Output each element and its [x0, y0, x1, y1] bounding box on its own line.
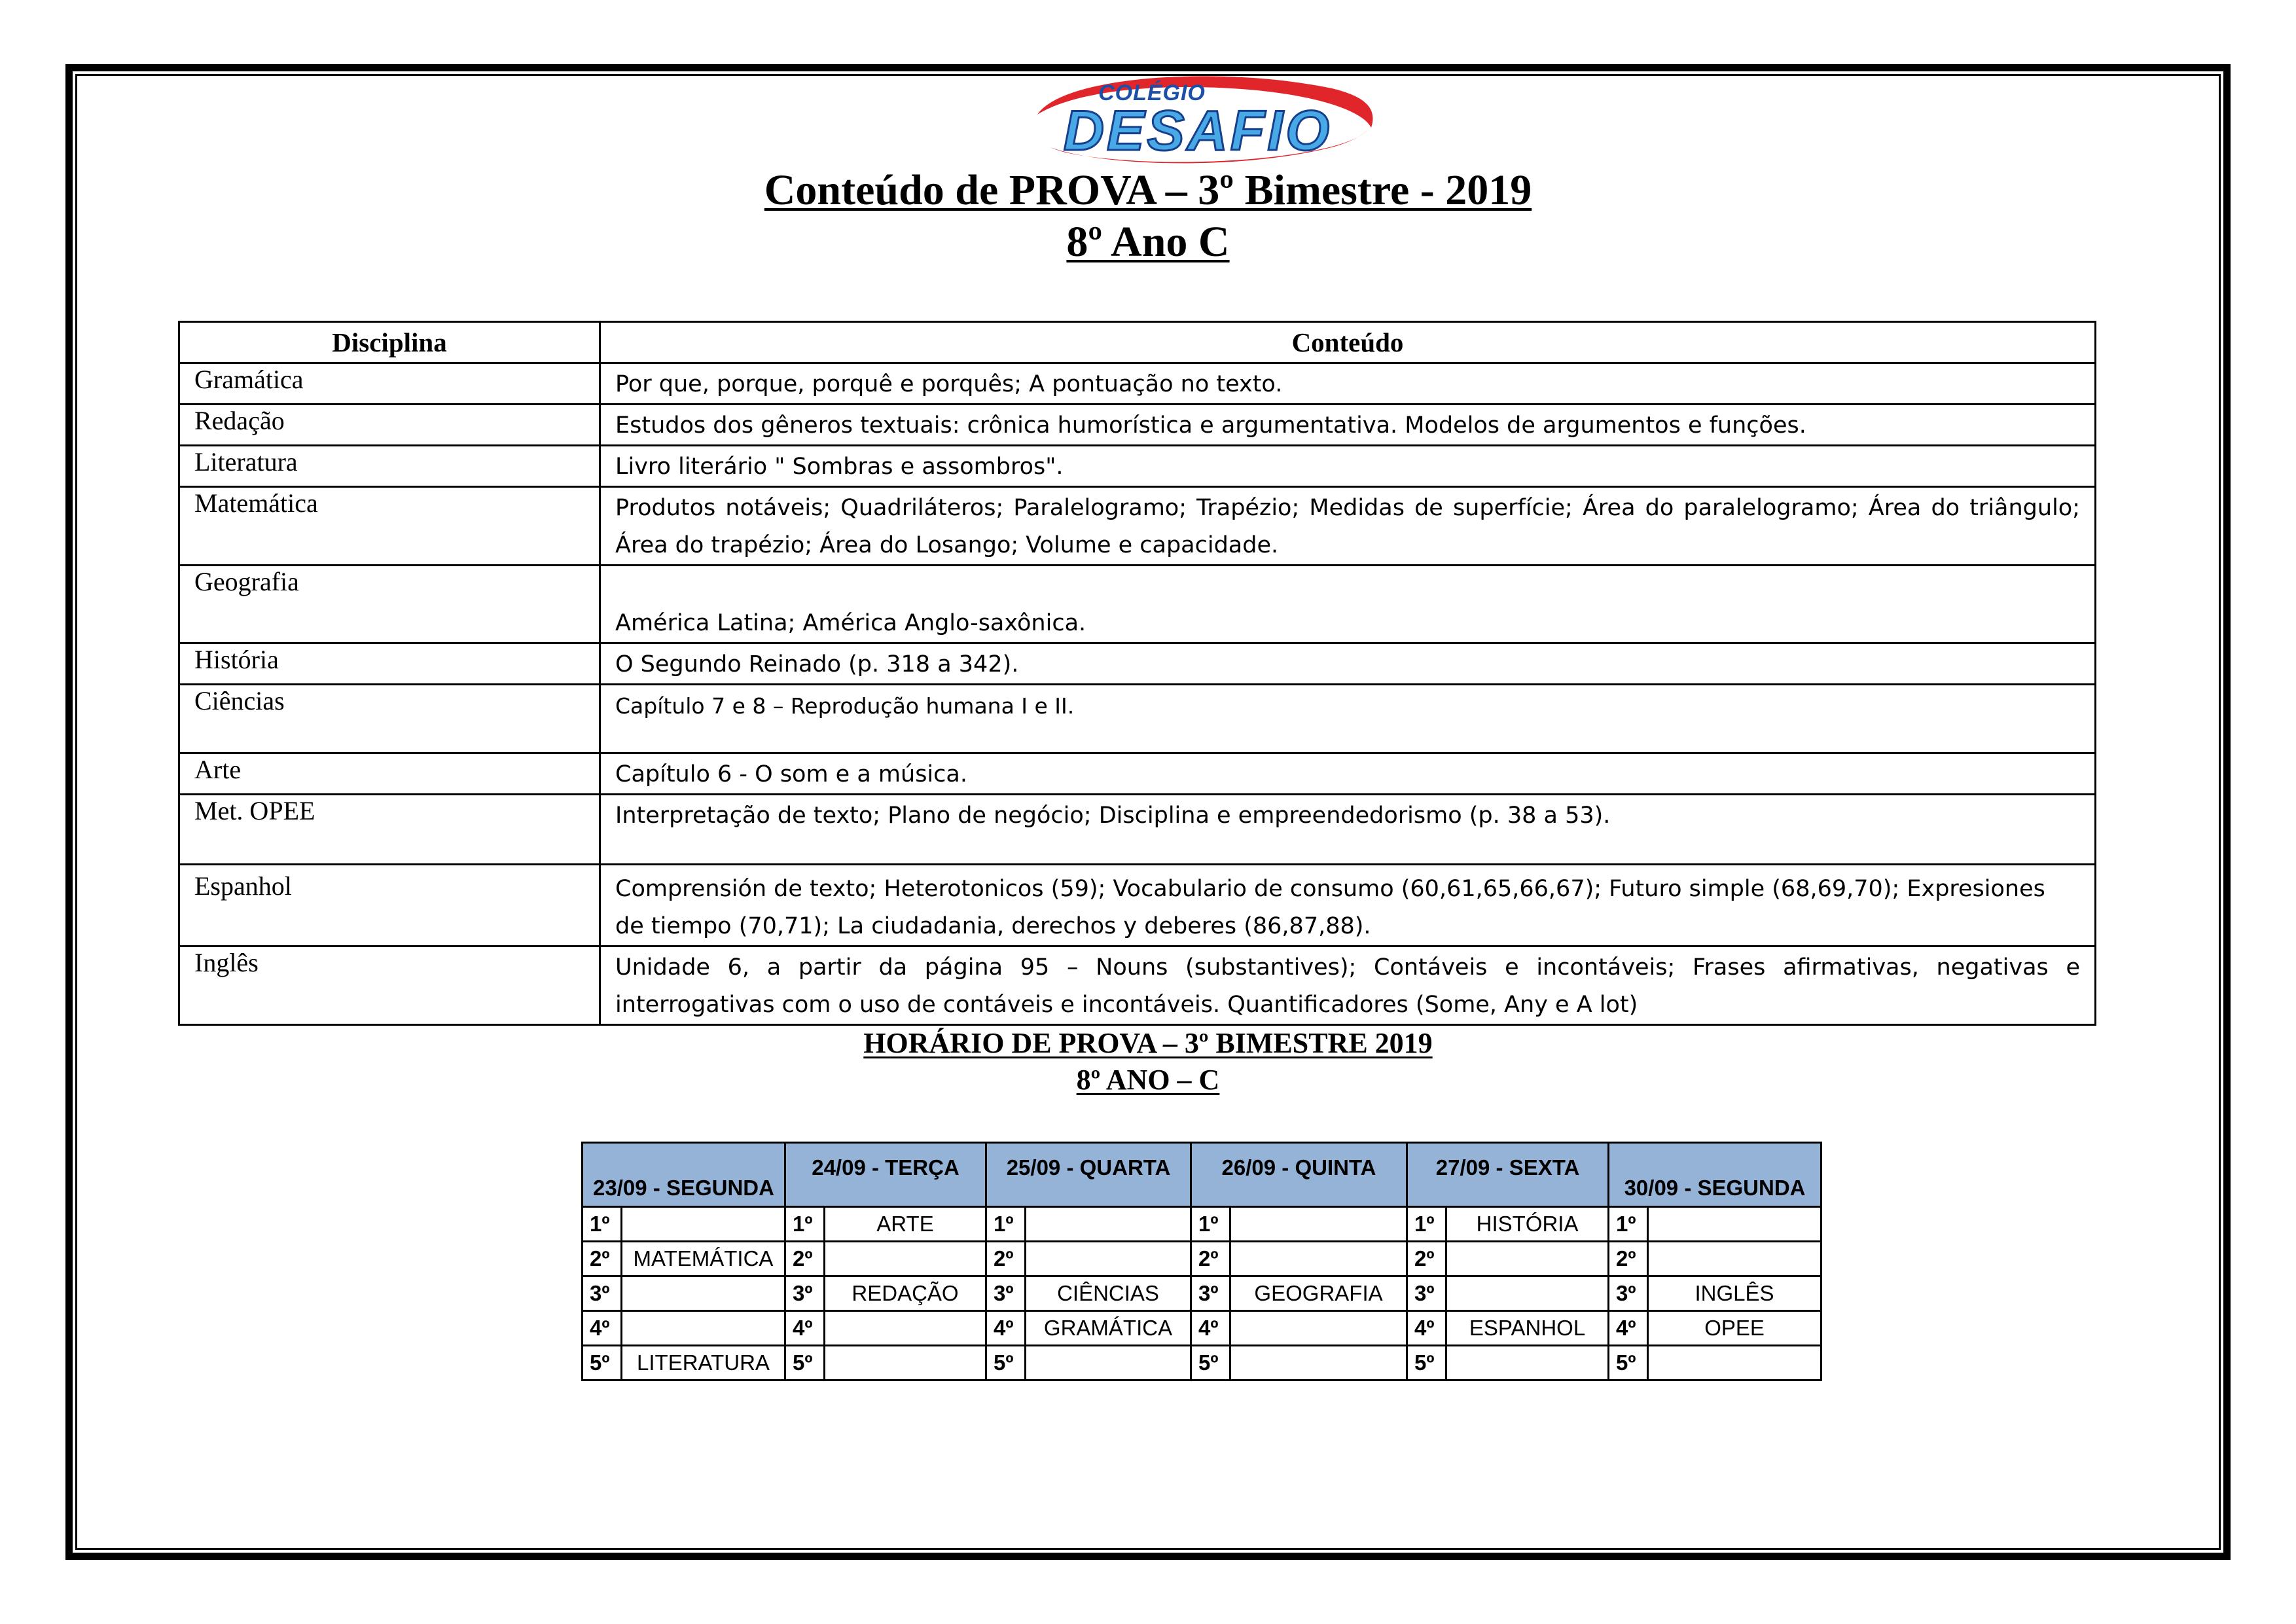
logo-top-text: COLÉGIO: [1098, 81, 1206, 105]
subject-slot: [1026, 1346, 1191, 1380]
table-row: [179, 865, 2096, 947]
period-cell: 2º: [986, 1242, 1026, 1276]
content-cell: Produtos notáveis; Quadriláteros; Paralelogramo; Trapézio; Medidas de superfície; Área do paralelogramo; Área do triângulo; Área do trapézio; Área do Losango; Volume e capacidade.: [600, 487, 2096, 566]
period-cell: 2º: [785, 1242, 825, 1276]
content-cell: Por que, porque, porquê e porquês; A pontuação no texto.: [600, 363, 2096, 405]
logo-main-text: DESAFIO: [1063, 99, 1333, 162]
period-cell: 1º: [785, 1207, 825, 1242]
day-header: 23/09 - SEGUNDA: [583, 1143, 785, 1207]
subject-cell: Inglês: [179, 947, 600, 1025]
subject-slot: [1648, 1242, 1821, 1276]
period-cell: 3º: [583, 1276, 622, 1311]
subject-slot: [622, 1311, 785, 1346]
table-row: [179, 363, 2096, 405]
subject-slot: [1446, 1242, 1609, 1276]
subject-slot: [825, 1242, 986, 1276]
page-subtitle: 8º Ano C: [1066, 218, 1230, 266]
period-cell: 1º: [1407, 1207, 1446, 1242]
subject-slot: [1446, 1276, 1609, 1311]
schedule-header-row: [583, 1143, 1821, 1207]
table-row: [179, 566, 2096, 643]
subject-slot: [1230, 1311, 1407, 1346]
table-row: [179, 643, 2096, 685]
subject-slot: MATEMÁTICA: [622, 1242, 785, 1276]
content-cell: Livro literário " Sombras e assombros".: [600, 446, 2096, 487]
period-cell: 3º: [785, 1276, 825, 1311]
period-cell: 1º: [1191, 1207, 1230, 1242]
subject-slot: [622, 1276, 785, 1311]
table-row: [179, 685, 2096, 753]
subject-slot: [1230, 1207, 1407, 1242]
period-cell: 3º: [986, 1276, 1026, 1311]
subject-cell: Met. OPEE: [179, 795, 600, 865]
page-title: Conteúdo de PROVA – 3º Bimestre - 2019: [764, 166, 1532, 214]
content-cell: Interpretação de texto; Plano de negócio; Disciplina e empreendedorismo (p. 38 a 53).: [600, 795, 2096, 865]
content-cell: Capítulo 6 - O som e a música.: [600, 753, 2096, 795]
period-cell: 4º: [1609, 1311, 1648, 1346]
subject-cell: História: [179, 643, 600, 685]
content-table: [178, 321, 2096, 1026]
subject-slot: [1446, 1346, 1609, 1380]
content-cell: Comprensión de texto; Heterotonicos (59); Vocabulario de consumo (60,61,65,66,67); Futuro simple (68,69,70); Expresiones de tiempo (70,71); La ciudadania, derechos y deberes (86,87,88).: [600, 865, 2096, 947]
day-header: 26/09 - QUINTA: [1191, 1143, 1407, 1207]
period-cell: 4º: [1191, 1311, 1230, 1346]
table-row: [179, 446, 2096, 487]
schedule-subtitle: 8º ANO – C: [1076, 1064, 1220, 1096]
subject-slot: OPEE: [1648, 1311, 1821, 1346]
column-header-disciplina: Disciplina: [179, 322, 600, 363]
period-cell: 2º: [1191, 1242, 1230, 1276]
day-header: 27/09 - SEXTA: [1407, 1143, 1609, 1207]
period-cell: 1º: [583, 1207, 622, 1242]
content-cell: América Latina; América Anglo-saxônica.: [600, 566, 2096, 643]
subject-slot: [825, 1311, 986, 1346]
subject-cell: Arte: [179, 753, 600, 795]
content-cell: O Segundo Reinado (p. 318 a 342).: [600, 643, 2096, 685]
day-header: 25/09 - QUARTA: [986, 1143, 1191, 1207]
table-row: [179, 795, 2096, 865]
subject-slot: ARTE: [825, 1207, 986, 1242]
period-cell: 4º: [583, 1311, 622, 1346]
subject-cell: Geografia: [179, 566, 600, 643]
subject-slot: CIÊNCIAS: [1026, 1276, 1191, 1311]
subject-cell: Matemática: [179, 487, 600, 566]
schedule-row: [583, 1207, 1821, 1242]
schedule-title: HORÁRIO DE PROVA – 3º BIMESTRE 2019: [863, 1027, 1433, 1059]
content-cell: Capítulo 7 e 8 – Reprodução humana I e II.: [600, 685, 2096, 753]
table-row: [179, 487, 2096, 566]
subject-slot: [1230, 1346, 1407, 1380]
table-row: [179, 947, 2096, 1025]
subject-slot: LITERATURA: [622, 1346, 785, 1380]
subject-cell: Ciências: [179, 685, 600, 753]
period-cell: 3º: [1407, 1276, 1446, 1311]
period-cell: 5º: [1407, 1346, 1446, 1380]
subject-cell: Redação: [179, 405, 600, 446]
subject-slot: [1230, 1242, 1407, 1276]
subject-cell: Espanhol: [179, 865, 600, 947]
period-cell: 4º: [1407, 1311, 1446, 1346]
table-row: [179, 753, 2096, 795]
schedule-row: [583, 1242, 1821, 1276]
content-table-header: [179, 322, 2096, 363]
content-cell: Estudos dos gêneros textuais: crônica humorística e argumentativa. Modelos de argumentos e funções.: [600, 405, 2096, 446]
subject-cell: Gramática: [179, 363, 600, 405]
period-cell: 5º: [583, 1346, 622, 1380]
subject-slot: ESPANHOL: [1446, 1311, 1609, 1346]
subject-slot: REDAÇÃO: [825, 1276, 986, 1311]
subject-slot: [1648, 1346, 1821, 1380]
period-cell: 3º: [1609, 1276, 1648, 1311]
period-cell: 5º: [1191, 1346, 1230, 1380]
table-row: [179, 405, 2096, 446]
subject-slot: [1026, 1207, 1191, 1242]
day-header: 24/09 - TERÇA: [785, 1143, 986, 1207]
period-cell: 5º: [1609, 1346, 1648, 1380]
subject-slot: GRAMÁTICA: [1026, 1311, 1191, 1346]
subject-slot: [825, 1346, 986, 1380]
period-cell: 2º: [583, 1242, 622, 1276]
period-cell: 5º: [986, 1346, 1026, 1380]
schedule-row: [583, 1276, 1821, 1311]
period-cell: 5º: [785, 1346, 825, 1380]
subject-slot: [1648, 1207, 1821, 1242]
period-cell: 4º: [785, 1311, 825, 1346]
subject-slot: [622, 1207, 785, 1242]
day-header: 30/09 - SEGUNDA: [1609, 1143, 1821, 1207]
column-header-conteudo: Conteúdo: [600, 322, 2096, 363]
period-cell: 2º: [1407, 1242, 1446, 1276]
schedule-row: [583, 1311, 1821, 1346]
period-cell: 4º: [986, 1311, 1026, 1346]
school-logo: [1024, 69, 1381, 173]
subject-cell: Literatura: [179, 446, 600, 487]
period-cell: 2º: [1609, 1242, 1648, 1276]
schedule-table: [581, 1142, 1822, 1381]
schedule-row: [583, 1346, 1821, 1380]
subject-slot: INGLÊS: [1648, 1276, 1821, 1311]
period-cell: 1º: [986, 1207, 1026, 1242]
content-cell: Unidade 6, a partir da página 95 – Nouns (substantives); Contáveis e incontáveis; Frases afirmativas, negativas e interrogativas com o uso de contáveis e incontáveis. Quantificadores (Some, Any e A lot): [600, 947, 2096, 1025]
subject-slot: HISTÓRIA: [1446, 1207, 1609, 1242]
subject-slot: GEOGRAFIA: [1230, 1276, 1407, 1311]
period-cell: 1º: [1609, 1207, 1648, 1242]
subject-slot: [1026, 1242, 1191, 1276]
period-cell: 3º: [1191, 1276, 1230, 1311]
